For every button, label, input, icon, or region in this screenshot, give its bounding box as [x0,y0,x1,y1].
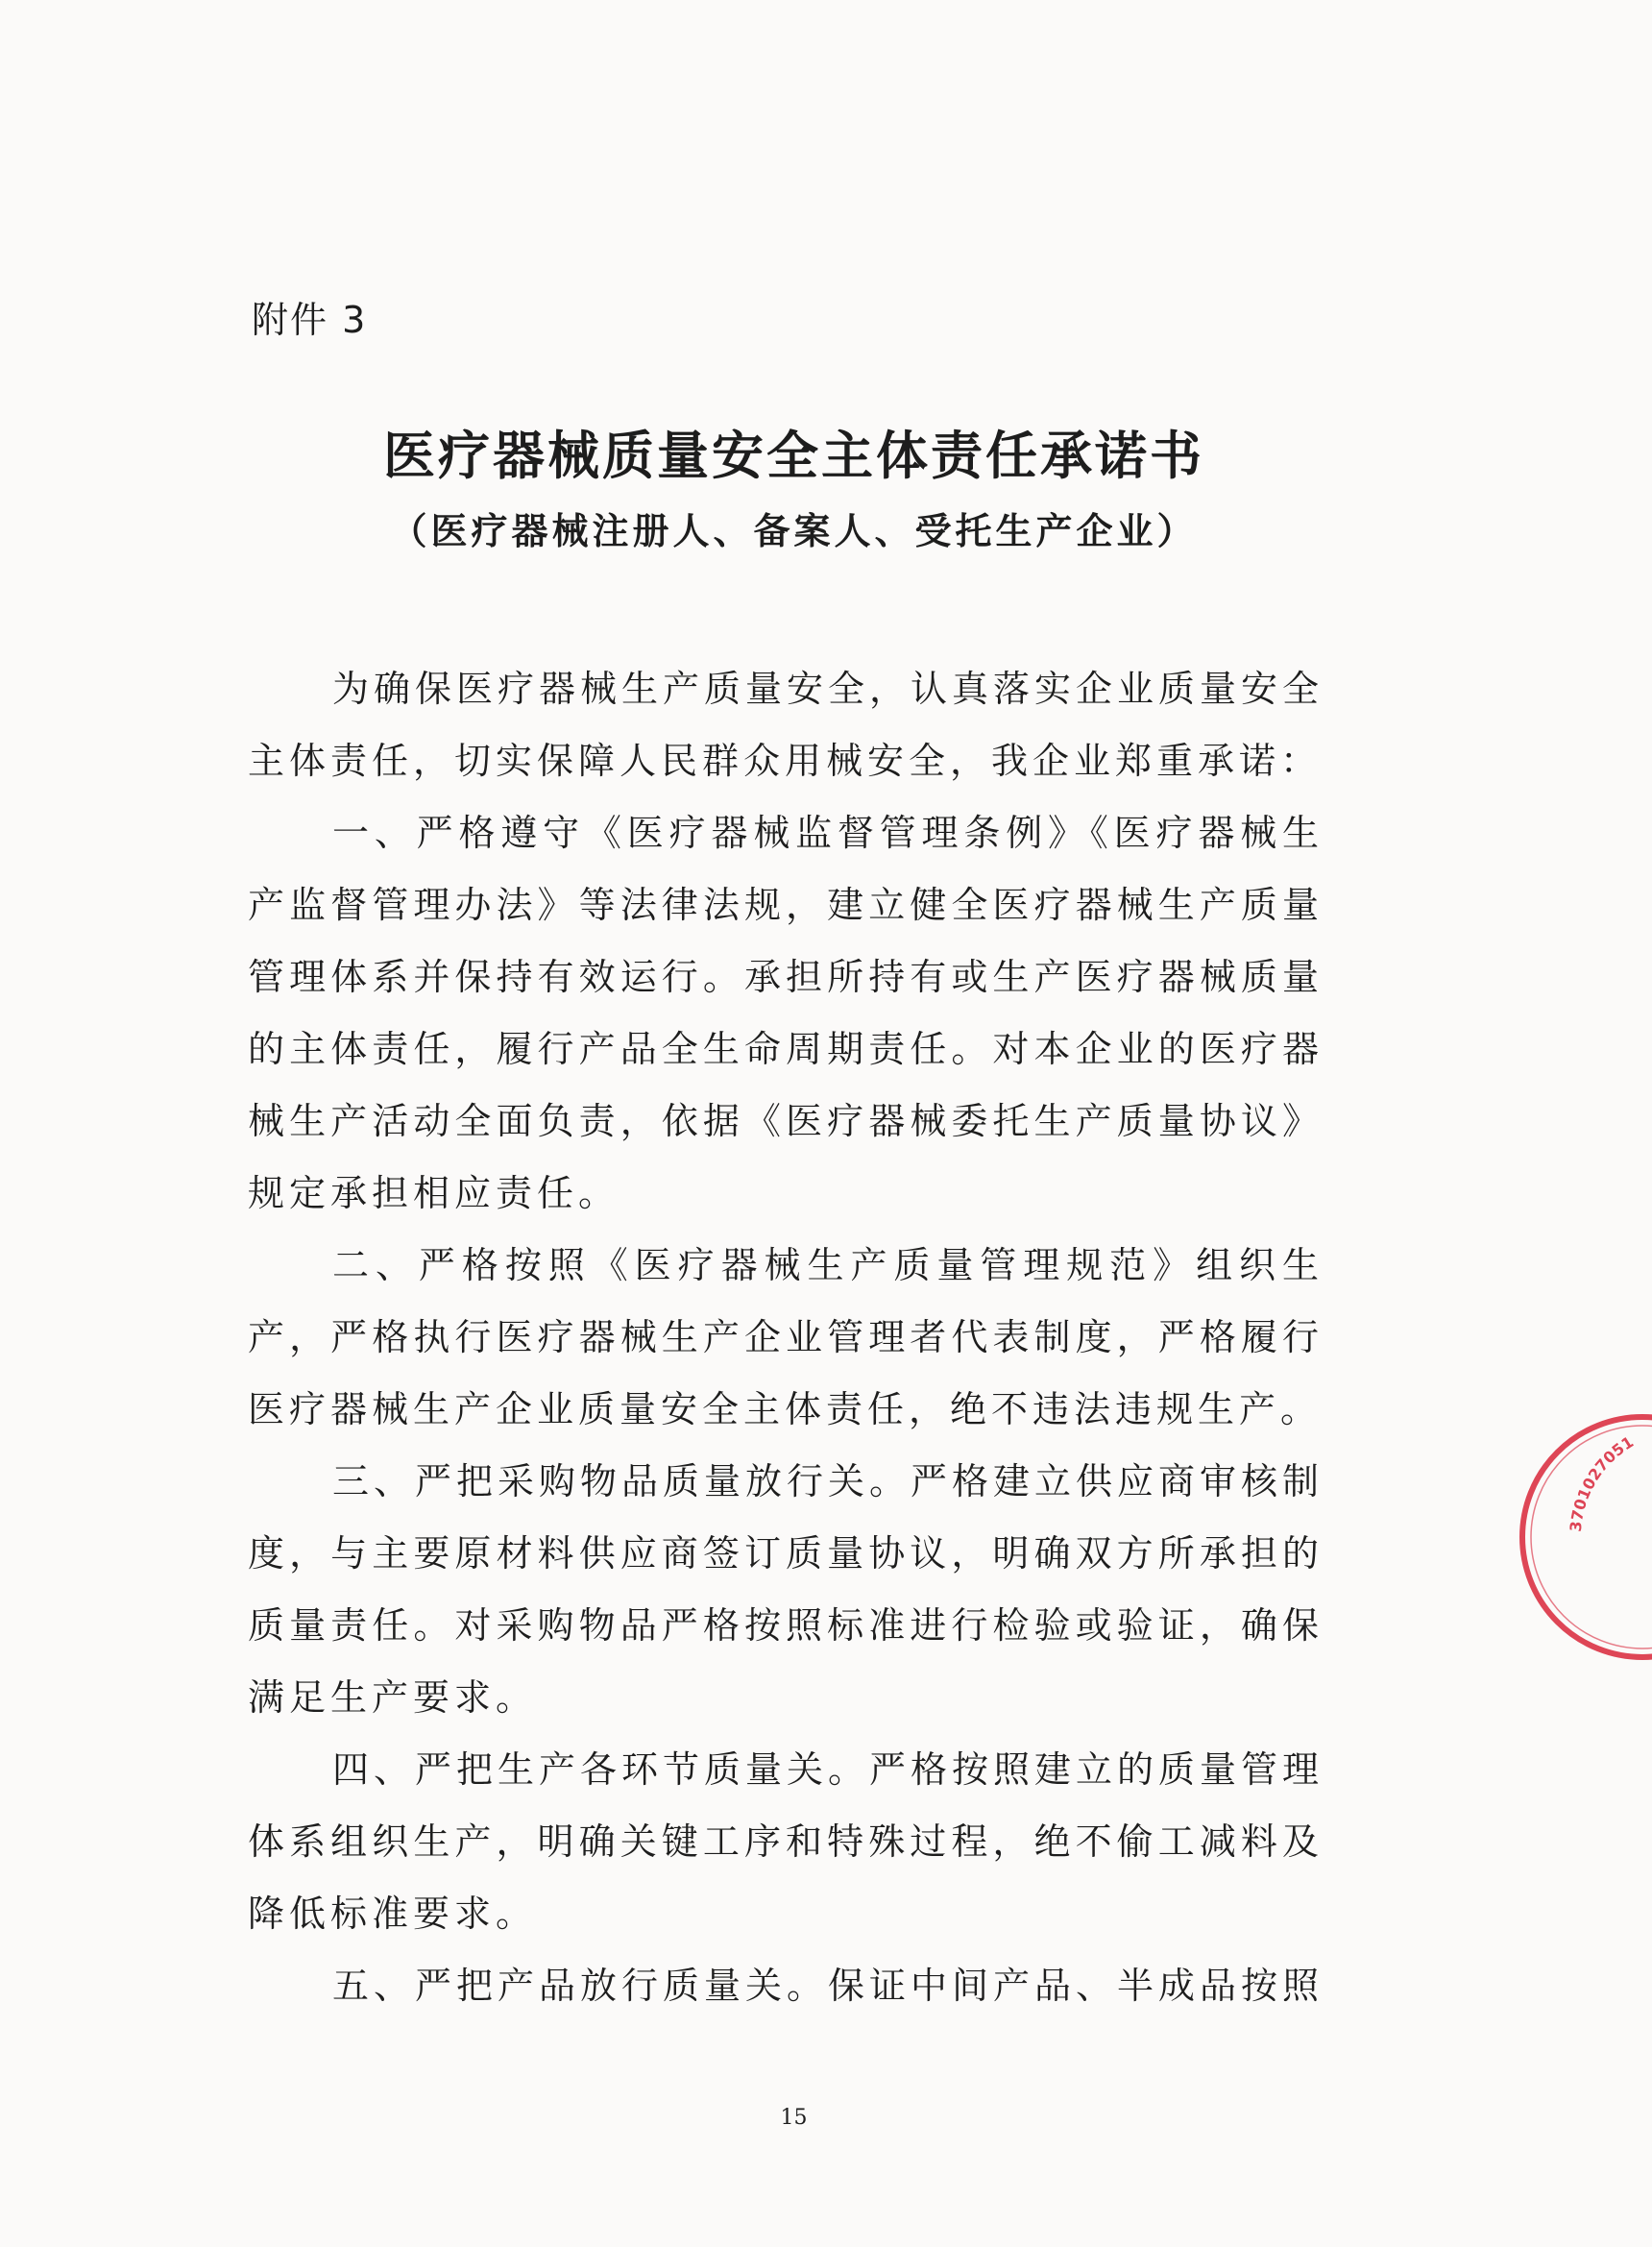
paragraph-item-2: 二、严格按照《医疗器械生产质量管理规范》组织生产，严格执行医疗器械生产企业管理者代表制度，严格履行医疗器械生产企业质量安全主体责任，绝不违法违规生产。 [248,1244,1324,1430]
paragraph-item-4: 四、严把生产各环节质量关。严格按照建立的质量管理体系组织生产，明确关键工序和特殊过程，绝不偷工减料及降低标准要求。 [248,1748,1324,1935]
attachment-label: 附件 3 [252,299,368,341]
paragraph-item-3: 三、严把采购物品质量放行关。严格建立供应商审核制度，与主要原材料供应商签订质量协议，明确双方所承担的质量责任。对采购物品严格按照标准进行检验或验证，确保满足生产要求。 [248,1460,1324,1719]
document-subtitle: （医疗器械注册人、备案人、受托生产企业） [390,509,1198,552]
document-body [248,653,1324,2022]
official-seal-stamp [1498,1412,1652,1662]
page-number: 15 [780,2106,808,2130]
paragraph-item-5: 五、严把产品放行质量关。保证中间产品、半成品按照 [332,1965,1324,2007]
paragraph-item-1: 一、严格遵守《医疗器械监督管理条例》《医疗器械生产监督管理办法》等法律法规，建立健全医疗器械生产质量管理体系并保持有效运行。承担所持有或生产医疗器械质量的主体责任，履行产品全生命周期责任。对本企业的医疗器械生产活动全面负责，依据《医疗器械委托生产质量协议》规定承担相应责任。 [248,812,1324,1214]
seal-number: 3701027051 [1566,1432,1638,1533]
document-title: 医疗器械质量安全主体责任承诺书 [383,426,1204,486]
paragraph-intro: 为确保医疗器械生产质量安全，认真落实企业质量安全主体责任，切实保障人民群众用械安全，我企业郑重承诺： [248,668,1324,782]
